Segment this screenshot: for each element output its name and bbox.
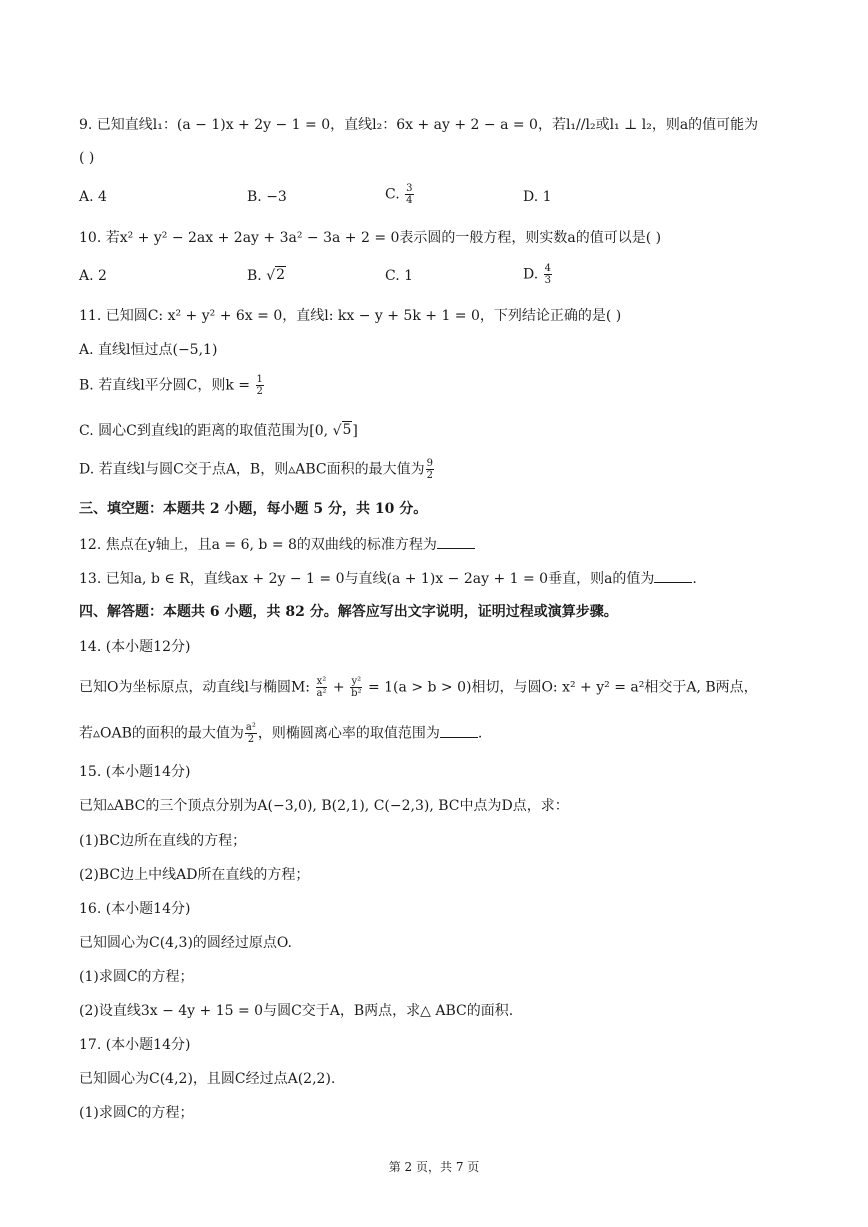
q15-part1: (1)BC边所在直线的方程； xyxy=(79,833,247,849)
fraction: $\frac{\text{x²}}{\text{a²}}$ xyxy=(316,676,327,699)
q10-option-a: A. 2 xyxy=(79,268,107,284)
q16-stem: 已知圆心为C(4,3)的圆经过原点O. xyxy=(79,935,293,951)
page-number-footer: 第 2 页，共 7 页 xyxy=(388,1160,480,1174)
fraction: $\frac{1}{2}$ xyxy=(256,374,263,397)
q11-option-a: A. 直线l恒过点(−5,1) xyxy=(79,342,218,358)
q15-header: 15. (本小题14分) xyxy=(79,764,191,780)
q10-stem: 10. 若x² + y² − 2ax + 2ay + 3a² − 3a + 2 = 0表示圆的一般方程，则实数a的值可以是( ) xyxy=(79,230,662,246)
q9-option-b: B. −3 xyxy=(247,189,287,205)
q10-option-d: D. $\frac{4}{3}$ xyxy=(523,263,552,286)
sqrt: √ 5 xyxy=(332,422,352,439)
fraction: $\frac{9}{2}$ xyxy=(426,458,433,481)
q12-stem: 12. 焦点在y轴上，且a = 6, b = 8的双曲线的标准方程为 xyxy=(79,534,475,555)
fraction: $\frac{4}{3}$ xyxy=(544,263,552,286)
fraction: $\frac{3}{4}$ xyxy=(406,183,413,206)
q16-header: 16. (本小题14分) xyxy=(79,901,191,917)
q9-option-a: A. 4 xyxy=(79,189,107,205)
q11-option-d: D. 若直线l与圆C交于点A，B，则▵ABC面积的最大值为 $\frac{9}{2}$ xyxy=(79,458,433,481)
q15-stem: 已知▵ABC的三个顶点分别为A(−3,0), B(2,1), C(−2,3), BC中点为D点，求： xyxy=(79,798,569,814)
answer-blank xyxy=(654,568,692,583)
q9-option-d: D. 1 xyxy=(523,189,552,205)
q11-stem: 11. 已知圆C: x² + y² + 6x = 0，直线l: kx − y + 5k + 1 = 0，下列结论正确的是( ) xyxy=(79,308,622,324)
q11-option-b: B. 若直线l平分圆C，则k = $\frac{1}{2}$ xyxy=(79,374,263,397)
sqrt: √ 2 xyxy=(266,267,286,284)
q13-stem: 13. 已知a, b ∈ R，直线ax + 2y − 1 = 0与直线(a + 1)x − 2ay + 1 = 0垂直，则a的值为 . xyxy=(79,568,697,589)
q9-paren: ( ) xyxy=(79,150,95,166)
section-fill-in-heading: 三、填空题：本题共 2 小题，每小题 5 分，共 10 分。 xyxy=(79,501,428,517)
q14-stem-line2: 若▵OAB的面积的最大值为 $\frac{\text{a²}}{2}$ ，则椭圆离心率的取值范围为 . xyxy=(79,722,483,745)
q17-part1: (1)求圆C的方程； xyxy=(79,1105,194,1121)
q14-stem-line1: 已知O为坐标原点，动直线l与椭圆M: $\frac{\text{x²}}{\text{a²}}$ + $\frac{\text{y²}}{\text{b²}}$ = 1(a > b > 0)相切，与圆O: x² + y² = a²相交于A, B两点， xyxy=(79,676,758,699)
fraction: $\frac{\text{y²}}{\text{b²}}$ xyxy=(351,676,362,699)
q10-option-b: B. √ 2 xyxy=(247,267,286,284)
answer-blank xyxy=(440,723,478,738)
q14-header: 14. (本小题12分) xyxy=(79,639,191,655)
fraction: $\frac{\text{a²}}{2}$ xyxy=(245,722,256,745)
q9-stem: 9. 已知直线l₁：(a − 1)x + 2y − 1 = 0，直线l₂：6x + ay + 2 − a = 0，若l₁//l₂或l₁ ⊥ l₂，则a的值可能为 xyxy=(79,117,759,133)
q9-option-c: C. $\frac{3}{4}$ xyxy=(385,183,413,206)
answer-blank xyxy=(437,534,475,549)
q17-stem: 已知圆心为C(4,2)，且圆C经过点A(2,2). xyxy=(79,1071,336,1087)
q15-part2: (2)BC边上中线AD所在直线的方程； xyxy=(79,867,310,883)
q10-option-c: C. 1 xyxy=(385,268,414,284)
section-solution-heading: 四、解答题：本题共 6 小题，共 82 分。解答应写出文字说明，证明过程或演算步骤。 xyxy=(79,604,618,620)
q16-part2: (2)设直线3x − 4y + 15 = 0与圆C交于A，B两点，求△ ABC的面积. xyxy=(79,1003,514,1019)
q17-header: 17. (本小题14分) xyxy=(79,1037,191,1053)
q11-option-c: C. 圆心C到直线l的距离的取值范围为[0, √ 5 ] xyxy=(79,422,358,439)
q16-part1: (1)求圆C的方程； xyxy=(79,969,194,985)
